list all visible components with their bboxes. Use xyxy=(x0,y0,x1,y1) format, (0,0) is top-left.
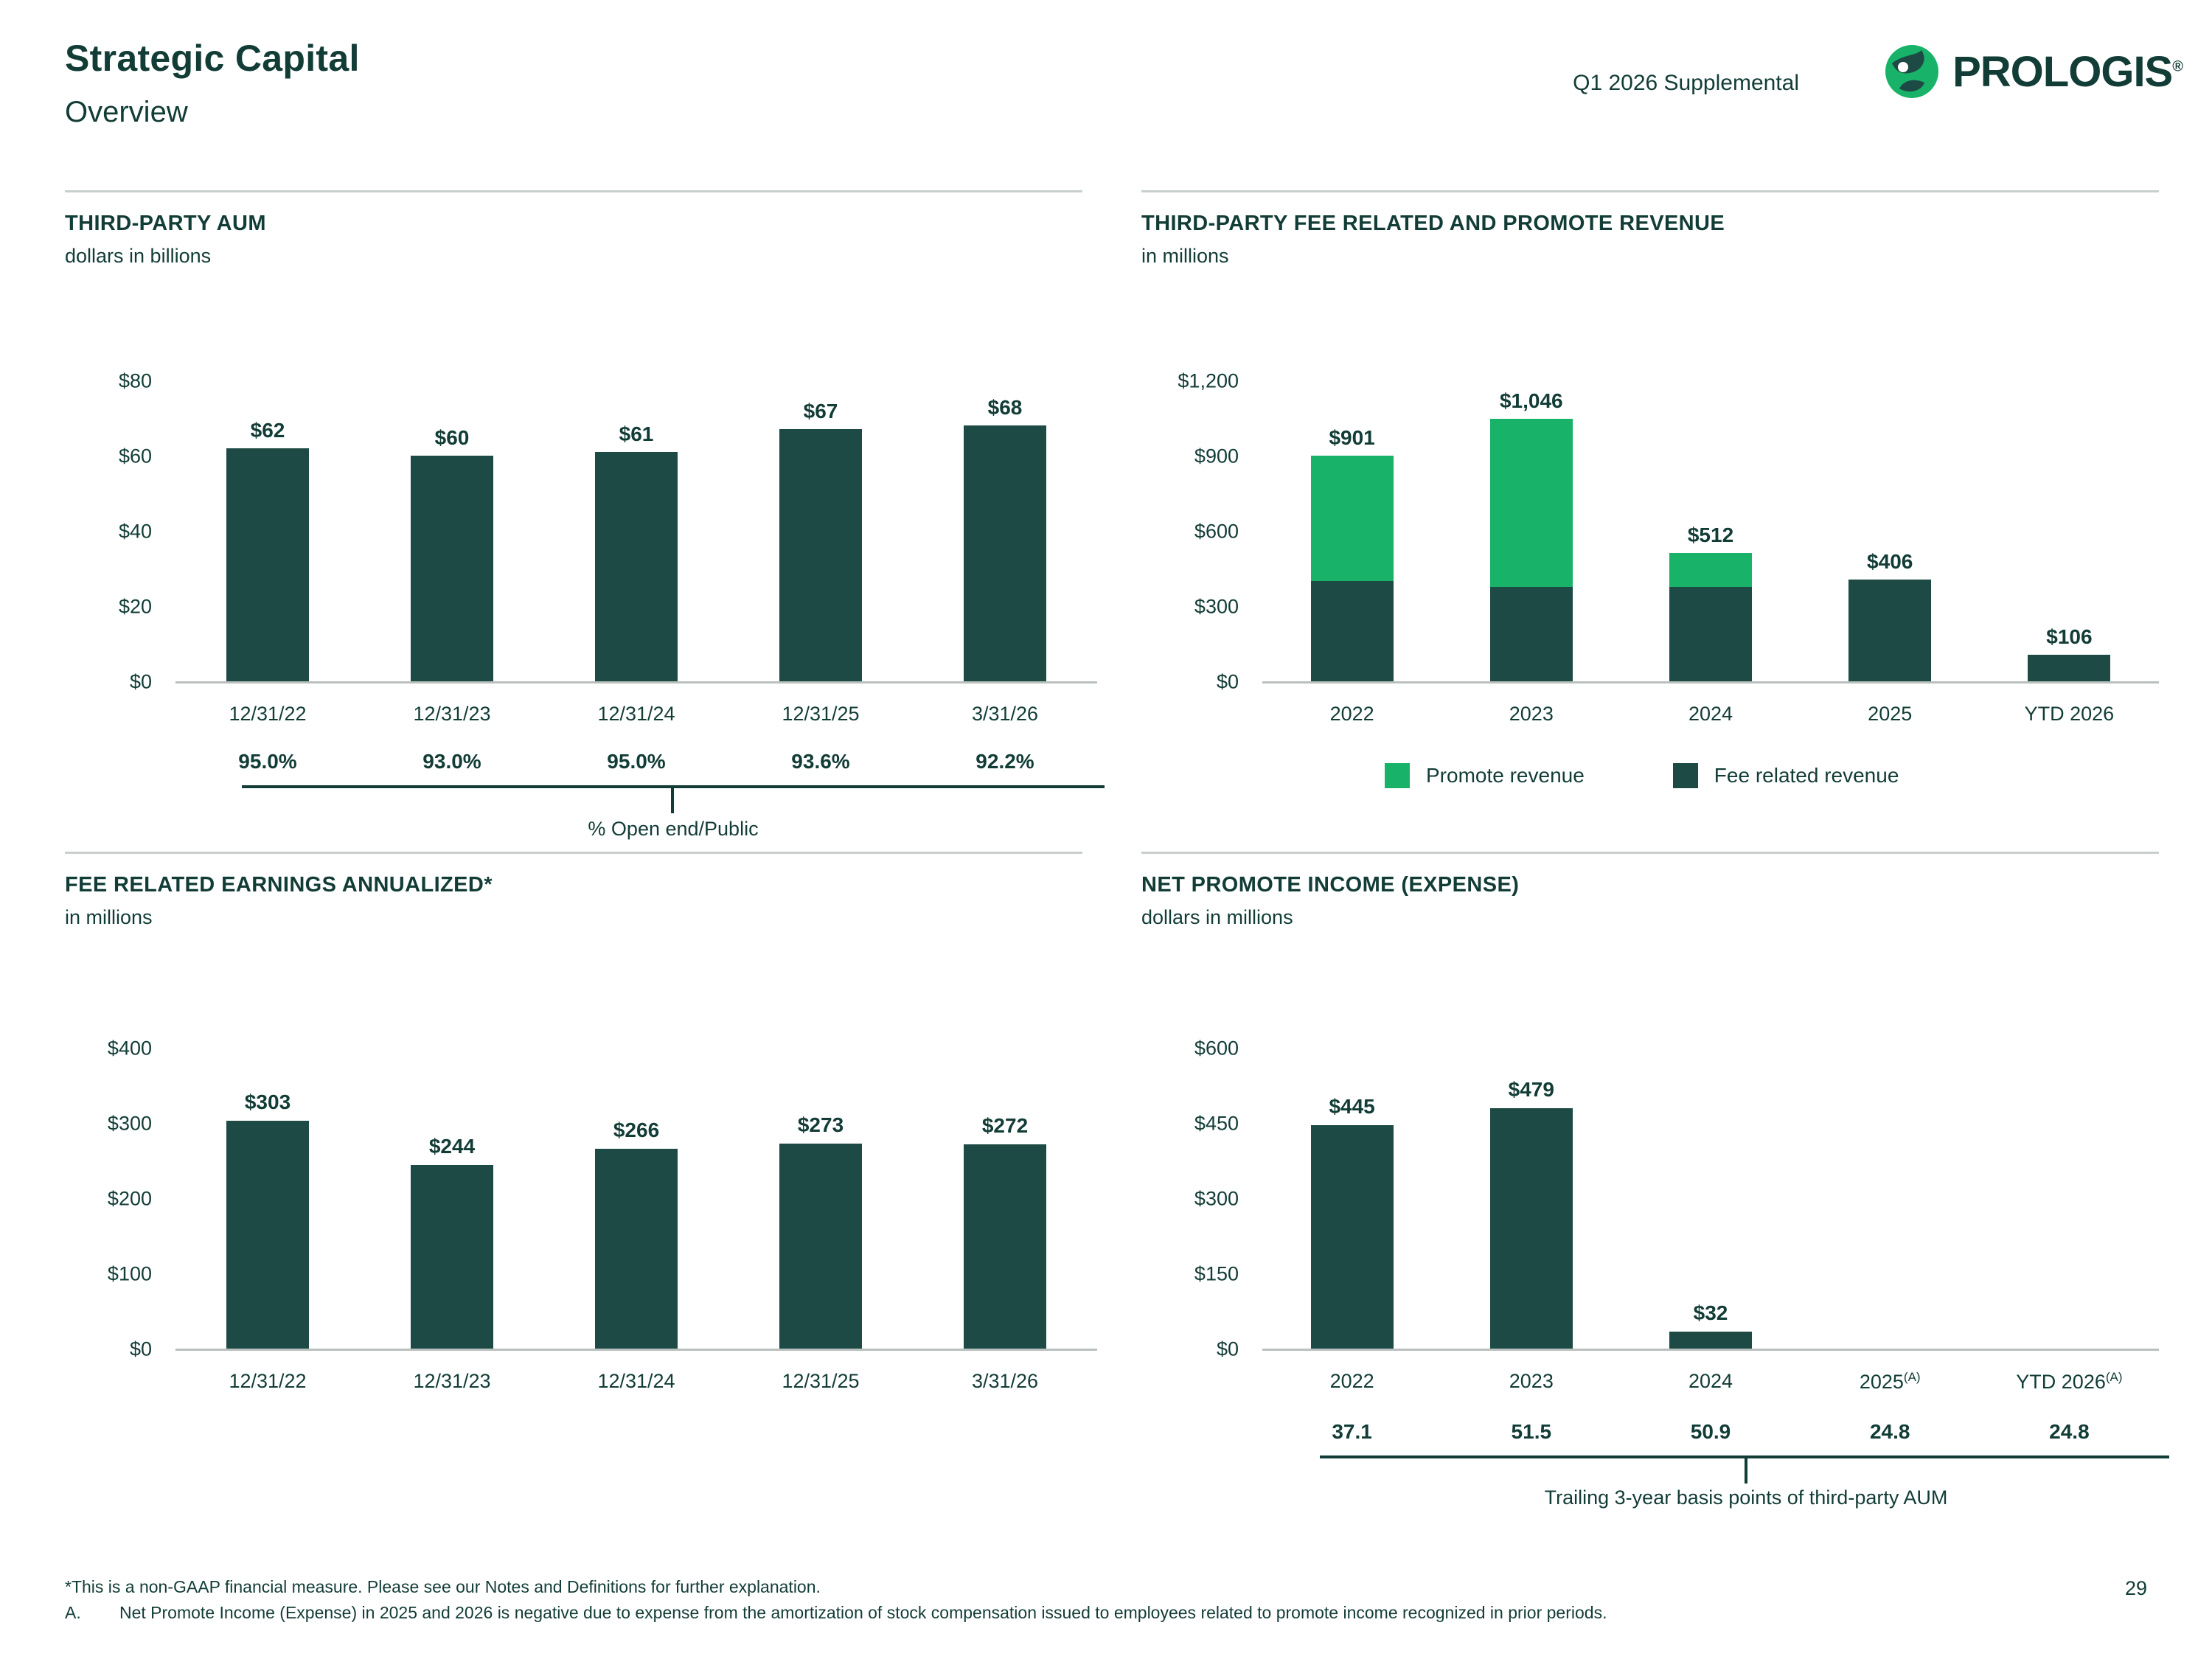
y-tick-rev-2: $600 xyxy=(1194,520,1239,543)
x-axis-promote xyxy=(1262,1370,2159,1394)
y-tick-rev-4: $1,200 xyxy=(1178,369,1239,392)
bar-group-aum xyxy=(175,381,1097,681)
bar-slot[interactable] xyxy=(728,1048,913,1349)
bar-total-value: $106 xyxy=(2046,625,2093,648)
y-tick-fre-2: $200 xyxy=(107,1187,152,1210)
bar-value: $272 xyxy=(981,1114,1029,1137)
panel-title-revenue: THIRD-PARTY FEE RELATED AND PROMOTE REVENUE xyxy=(1141,212,1725,235)
panel-fee-related-earnings xyxy=(65,852,1082,1392)
footnotes xyxy=(65,1574,2078,1627)
bar-slot[interactable] xyxy=(175,1048,360,1349)
bracket-caption: Trailing 3-year basis points of third-party AUM xyxy=(1544,1486,1948,1509)
bar-slot[interactable] xyxy=(175,381,360,681)
panel-title-promote: NET PROMOTE INCOME (EXPENSE) xyxy=(1141,873,1520,897)
slide-header xyxy=(65,37,2152,129)
chart-net-promote-income xyxy=(1141,954,2159,1509)
x-tick: YTD 2026 xyxy=(2024,703,2115,725)
bar[interactable] xyxy=(595,452,678,681)
x-axis-fre xyxy=(175,1370,1097,1393)
bar-slot[interactable] xyxy=(1801,1048,1980,1349)
bar-segment-promote[interactable] xyxy=(1490,419,1573,587)
secondary-value: 92.2% xyxy=(975,750,1034,773)
y-tick-fre-0: $0 xyxy=(129,1338,152,1360)
y-tick-aum-2: $40 xyxy=(118,520,152,543)
supplemental-label: Q1 2026 Supplemental xyxy=(1573,71,1799,95)
bar-segment-fee[interactable] xyxy=(1490,587,1573,681)
panel-subtitle-fre: in millions xyxy=(65,906,153,928)
x-tick: 12/31/25 xyxy=(782,1370,860,1392)
y-tick-aum-0: $0 xyxy=(129,670,152,693)
legend-swatch-fee-related-icon xyxy=(1673,763,1698,788)
bar-slot[interactable] xyxy=(913,381,1097,681)
legend-item-fee-related[interactable] xyxy=(1673,763,1899,788)
bar-value: $445 xyxy=(1329,1095,1375,1118)
bar-segment-fee[interactable] xyxy=(1311,581,1394,681)
divider xyxy=(1141,852,2159,854)
x-axis-aum xyxy=(175,703,1097,726)
y-tick-rev-0: $0 xyxy=(1216,670,1239,693)
chart-third-party-revenue xyxy=(1141,293,2159,853)
bar[interactable] xyxy=(226,1121,309,1349)
bar-total-value: $901 xyxy=(1329,426,1375,449)
bar[interactable] xyxy=(779,429,862,681)
legend-label: Promote revenue xyxy=(1426,764,1585,787)
x-tick: 12/31/23 xyxy=(413,1370,491,1392)
plot-area-revenue xyxy=(1262,381,2159,684)
y-tick-promote-1: $150 xyxy=(1194,1262,1239,1285)
page-title: Strategic Capital xyxy=(65,38,360,79)
prologis-wordmark xyxy=(1952,47,2183,97)
bar-slot[interactable] xyxy=(1441,381,1621,681)
bar-slot[interactable] xyxy=(913,1048,1097,1349)
bracket-caption: % Open end/Public xyxy=(588,818,759,840)
footnote-star xyxy=(65,1574,2078,1601)
bar[interactable] xyxy=(1669,1332,1752,1349)
chart-third-party-aum xyxy=(65,293,1082,853)
bar-value: $266 xyxy=(613,1119,660,1141)
x-tick: 2024 xyxy=(1688,1370,1733,1392)
bar-value: $273 xyxy=(797,1113,844,1136)
prologis-globe-icon xyxy=(1883,43,1941,100)
bar[interactable] xyxy=(779,1144,862,1349)
footnote-star-text: *This is a non-GAAP financial measure. Please see our Notes and Definitions for further explanation. xyxy=(65,1576,821,1596)
chart-fee-related-earnings xyxy=(65,954,1082,1392)
x-tick: 12/31/22 xyxy=(229,1370,307,1392)
x-tick: 12/31/24 xyxy=(597,703,675,725)
x-tick: 12/31/22 xyxy=(229,703,307,725)
bar[interactable] xyxy=(1311,1125,1394,1349)
bar-total-value: $1,046 xyxy=(1499,389,1563,412)
y-tick-fre-4: $400 xyxy=(107,1037,152,1060)
plot-area-promote xyxy=(1262,1048,2159,1351)
bar-slot[interactable] xyxy=(1980,1048,2159,1349)
secondary-value: 93.0% xyxy=(422,750,481,773)
x-tick: 2024 xyxy=(1688,703,1733,725)
legend-revenue xyxy=(1385,763,1899,788)
panel-title-aum: THIRD-PARTY AUM xyxy=(65,212,266,235)
divider xyxy=(1141,190,2159,192)
bar-slot[interactable] xyxy=(360,1048,544,1349)
bar-slot[interactable] xyxy=(544,381,728,681)
open-end-public-values xyxy=(175,750,1097,773)
secondary-value: 95.0% xyxy=(238,750,297,773)
bar-group-fre xyxy=(175,1048,1097,1349)
x-tick: 12/31/23 xyxy=(413,703,491,725)
footnote-a-text: Net Promote Income (Expense) in 2025 and 2026 is negative due to expense from the amortization of stock compensation issued to employees related to promote income recognized in prior periods. xyxy=(119,1603,1607,1623)
secondary-value: 37.1 xyxy=(1332,1420,1372,1443)
footnote-a-mark: A. xyxy=(65,1603,81,1623)
y-tick-promote-4: $600 xyxy=(1194,1037,1239,1060)
x-tick: 3/31/26 xyxy=(971,1370,1039,1392)
x-tick: 2022 xyxy=(1329,703,1374,725)
bar-value: $60 xyxy=(434,426,470,449)
bar-value: $68 xyxy=(987,396,1023,419)
bar-slot[interactable] xyxy=(360,381,544,681)
bar-slot[interactable] xyxy=(1621,1048,1800,1349)
panel-subtitle-promote: dollars in millions xyxy=(1141,906,1293,928)
panel-subtitle-aum: dollars in billions xyxy=(65,245,212,267)
y-tick-promote-0: $0 xyxy=(1216,1338,1239,1360)
panel-third-party-aum xyxy=(65,190,1082,853)
panel-third-party-revenue xyxy=(1141,190,2159,853)
y-tick-aum-4: $80 xyxy=(118,369,152,392)
logo-logis: LOGIS xyxy=(2042,47,2173,96)
x-tick: 2025 xyxy=(1868,703,1913,725)
bar-segment-fee[interactable] xyxy=(1848,580,1931,681)
page-number: 29 xyxy=(2124,1577,2147,1599)
y-tick-fre-3: $300 xyxy=(107,1112,152,1135)
y-tick-promote-3: $450 xyxy=(1194,1112,1239,1135)
bar-segment-fee[interactable] xyxy=(2028,655,2110,681)
x-tick: 2023 xyxy=(1509,1370,1554,1392)
secondary-value: 24.8 xyxy=(1869,1420,1910,1443)
legend-swatch-promote-icon xyxy=(1385,763,1410,788)
bar[interactable] xyxy=(1490,1108,1573,1349)
page-subtitle: Overview xyxy=(65,96,188,128)
x-axis-revenue xyxy=(1262,703,2159,726)
y-tick-aum-3: $60 xyxy=(118,445,152,467)
y-tick-rev-3: $900 xyxy=(1194,445,1239,467)
bar-segment-promote[interactable] xyxy=(1669,553,1752,587)
bar-slot[interactable] xyxy=(1801,381,1980,681)
logo-pro: PRO xyxy=(1952,47,2043,96)
bar-segment-promote[interactable] xyxy=(1311,456,1394,581)
bar-value: $62 xyxy=(250,419,285,442)
x-tick: 2023 xyxy=(1509,703,1554,725)
x-tick: 3/31/26 xyxy=(971,703,1039,725)
secondary-value: 93.6% xyxy=(791,750,850,773)
bar-slot[interactable] xyxy=(728,381,913,681)
x-tick: 12/31/24 xyxy=(597,1370,675,1392)
x-tick: 12/31/25 xyxy=(782,703,860,725)
bar-value: $61 xyxy=(619,422,654,445)
secondary-value: 24.8 xyxy=(2049,1420,2090,1443)
secondary-value: 51.5 xyxy=(1511,1420,1552,1443)
divider xyxy=(65,852,1082,854)
y-tick-rev-1: $300 xyxy=(1194,595,1239,618)
bar-value: $303 xyxy=(244,1091,291,1113)
bar-value: $32 xyxy=(1693,1301,1728,1324)
panel-subtitle-revenue: in millions xyxy=(1141,245,1229,267)
bar-total-value: $512 xyxy=(1687,524,1734,546)
footnote-a xyxy=(65,1600,2078,1627)
bar[interactable] xyxy=(226,448,309,681)
bracket-stem xyxy=(671,785,674,813)
plot-area-fre xyxy=(175,1048,1097,1351)
logo-registered: ® xyxy=(2172,58,2183,75)
bar-value: $479 xyxy=(1508,1078,1554,1101)
y-tick-aum-1: $20 xyxy=(118,595,152,618)
bar-slot[interactable] xyxy=(1980,381,2159,681)
legend-label: Fee related revenue xyxy=(1714,764,1899,787)
bar-slot[interactable] xyxy=(1262,381,1441,681)
bar[interactable] xyxy=(964,1144,1046,1349)
secondary-value: 95.0% xyxy=(607,750,666,773)
trailing-bps-values xyxy=(1262,1420,2159,1444)
bar-group-revenue xyxy=(1262,381,2159,681)
panel-title-fre: FEE RELATED EARNINGS ANNUALIZED* xyxy=(65,873,493,897)
bar[interactable] xyxy=(411,456,493,681)
bracket-stem xyxy=(1745,1455,1747,1484)
y-tick-promote-2: $300 xyxy=(1194,1187,1239,1210)
y-tick-fre-1: $100 xyxy=(107,1262,152,1285)
bar-total-value: $406 xyxy=(1867,550,1913,573)
bar-slot[interactable] xyxy=(544,1048,728,1349)
x-tick-2025: $2025^{(A)}$ xyxy=(1859,1370,1921,1393)
panel-net-promote-income xyxy=(1141,852,2159,1509)
bar-value: $244 xyxy=(428,1135,476,1158)
bar[interactable] xyxy=(964,425,1046,681)
bar-group-promote xyxy=(1262,1048,2159,1349)
bar-value: $67 xyxy=(803,400,838,422)
bar[interactable] xyxy=(595,1149,678,1349)
bar-slot[interactable] xyxy=(1621,381,1800,681)
legend-item-promote[interactable] xyxy=(1385,763,1585,788)
plot-area-aum xyxy=(175,381,1097,684)
bar-slot[interactable] xyxy=(1262,1048,1441,1349)
x-tick: 2022 xyxy=(1329,1370,1374,1392)
bar[interactable] xyxy=(411,1165,493,1349)
x-tick-ytd-2026: YTD $2026^{(A)}$ xyxy=(2016,1370,2123,1393)
bar-segment-fee[interactable] xyxy=(1669,587,1752,681)
prologis-logo xyxy=(1883,43,2183,100)
bar-slot[interactable] xyxy=(1441,1048,1621,1349)
divider xyxy=(65,190,1082,192)
secondary-value: 50.9 xyxy=(1690,1420,1731,1443)
